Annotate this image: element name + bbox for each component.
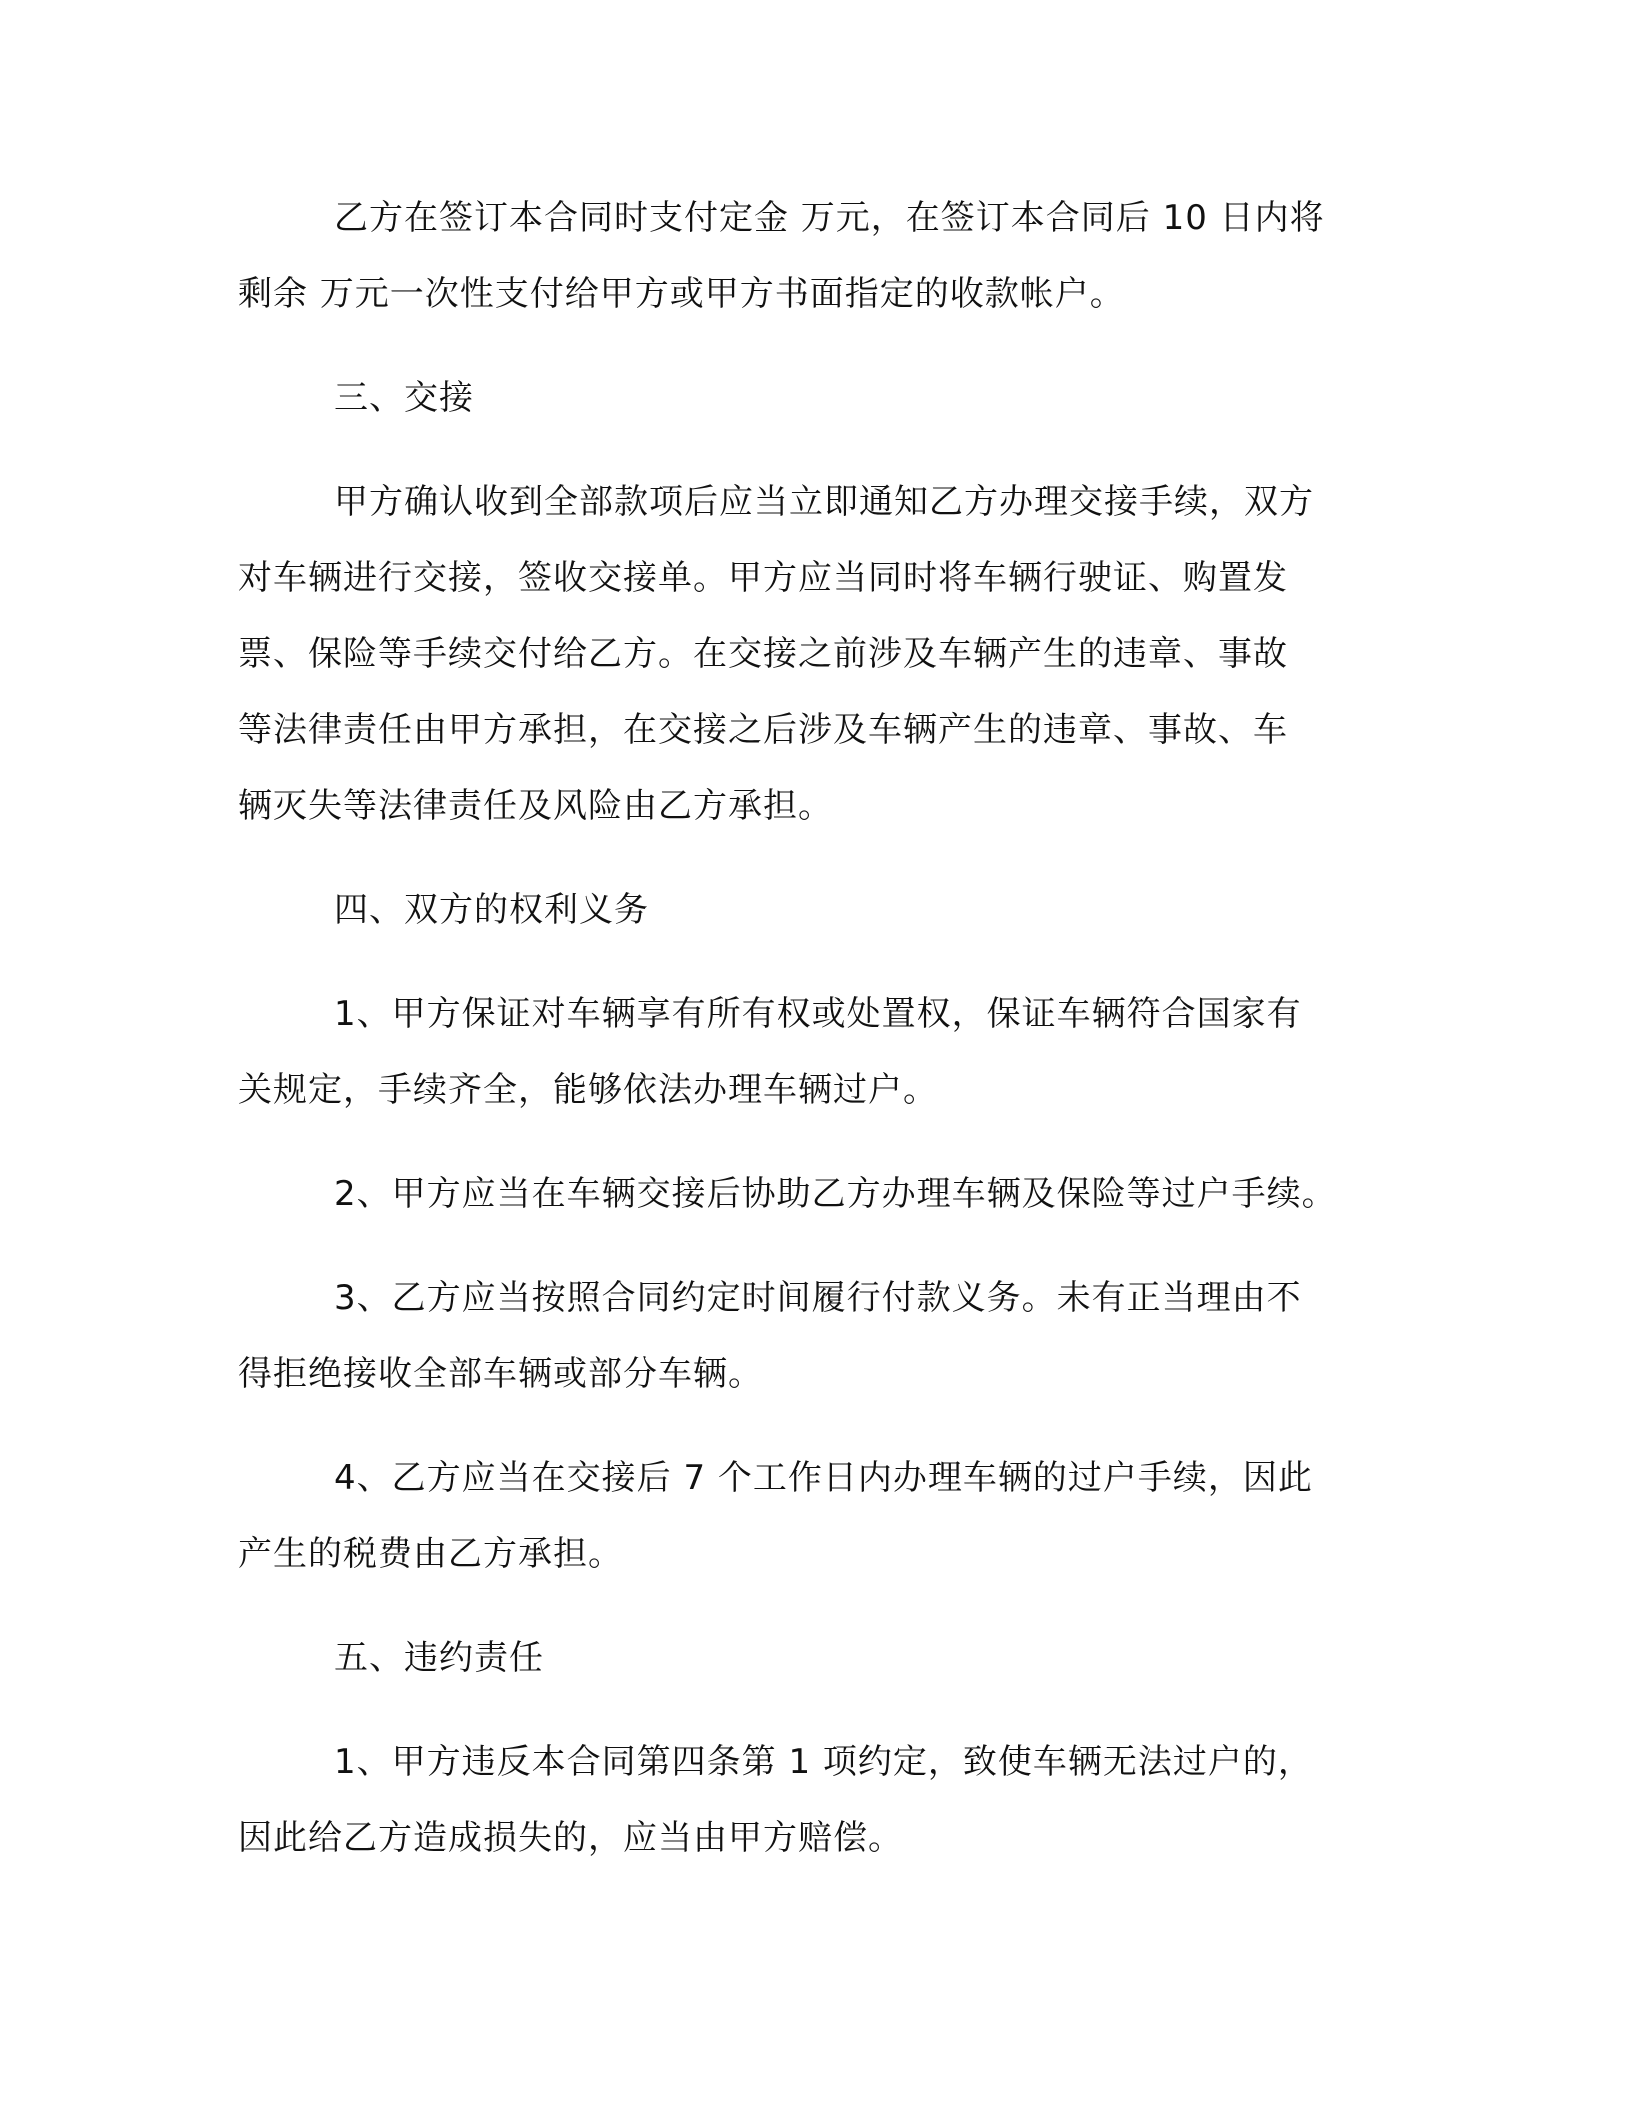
text-line-handover-5: 辆灭失等法律责任及风险由乙方承担。 xyxy=(238,786,833,826)
text-line-handover-4: 等法律责任由甲方承担，在交接之后涉及车辆产生的违章、事故、车 xyxy=(238,710,1288,750)
text-line-liability-1b: 因此给乙方造成损失的，应当由甲方赔偿。 xyxy=(238,1818,903,1858)
text-line-handover-2: 对车辆进行交接，签收交接单。甲方应当同时将车辆行驶证、购置发 xyxy=(238,558,1288,598)
text-line-rights-4a: 4、乙方应当在交接后 7 个工作日内办理车辆的过户手续，因此 xyxy=(334,1458,1313,1498)
text-line-payment-2: 剩余 万元一次性支付给甲方或甲方书面指定的收款帐户。 xyxy=(238,274,1125,314)
text-line-handover-1: 甲方确认收到全部款项后应当立即通知乙方办理交接手续，双方 xyxy=(334,482,1314,522)
text-line-payment-1: 乙方在签订本合同时支付定金 万元，在签订本合同后 10 日内将 xyxy=(334,198,1325,238)
text-line-handover-3: 票、保险等手续交付给乙方。在交接之前涉及车辆产生的违章、事故 xyxy=(238,634,1288,674)
text-line-rights-3b: 得拒绝接收全部车辆或部分车辆。 xyxy=(238,1354,763,1394)
text-line-rights-1b: 关规定，手续齐全，能够依法办理车辆过户。 xyxy=(238,1070,938,1110)
section-heading-liability: 五、违约责任 xyxy=(334,1638,544,1678)
section-heading-rights: 四、双方的权利义务 xyxy=(334,890,649,930)
text-line-liability-1a: 1、甲方违反本合同第四条第 1 项约定，致使车辆无法过户的， xyxy=(334,1742,1313,1782)
text-line-rights-2: 2、甲方应当在车辆交接后协助乙方办理车辆及保险等过户手续。 xyxy=(334,1174,1337,1214)
section-heading-handover: 三、交接 xyxy=(334,378,474,418)
text-line-rights-3a: 3、乙方应当按照合同约定时间履行付款义务。未有正当理由不 xyxy=(334,1278,1302,1318)
text-line-rights-1a: 1、甲方保证对车辆享有所有权或处置权，保证车辆符合国家有 xyxy=(334,994,1302,1034)
text-line-rights-4b: 产生的税费由乙方承担。 xyxy=(238,1534,623,1574)
